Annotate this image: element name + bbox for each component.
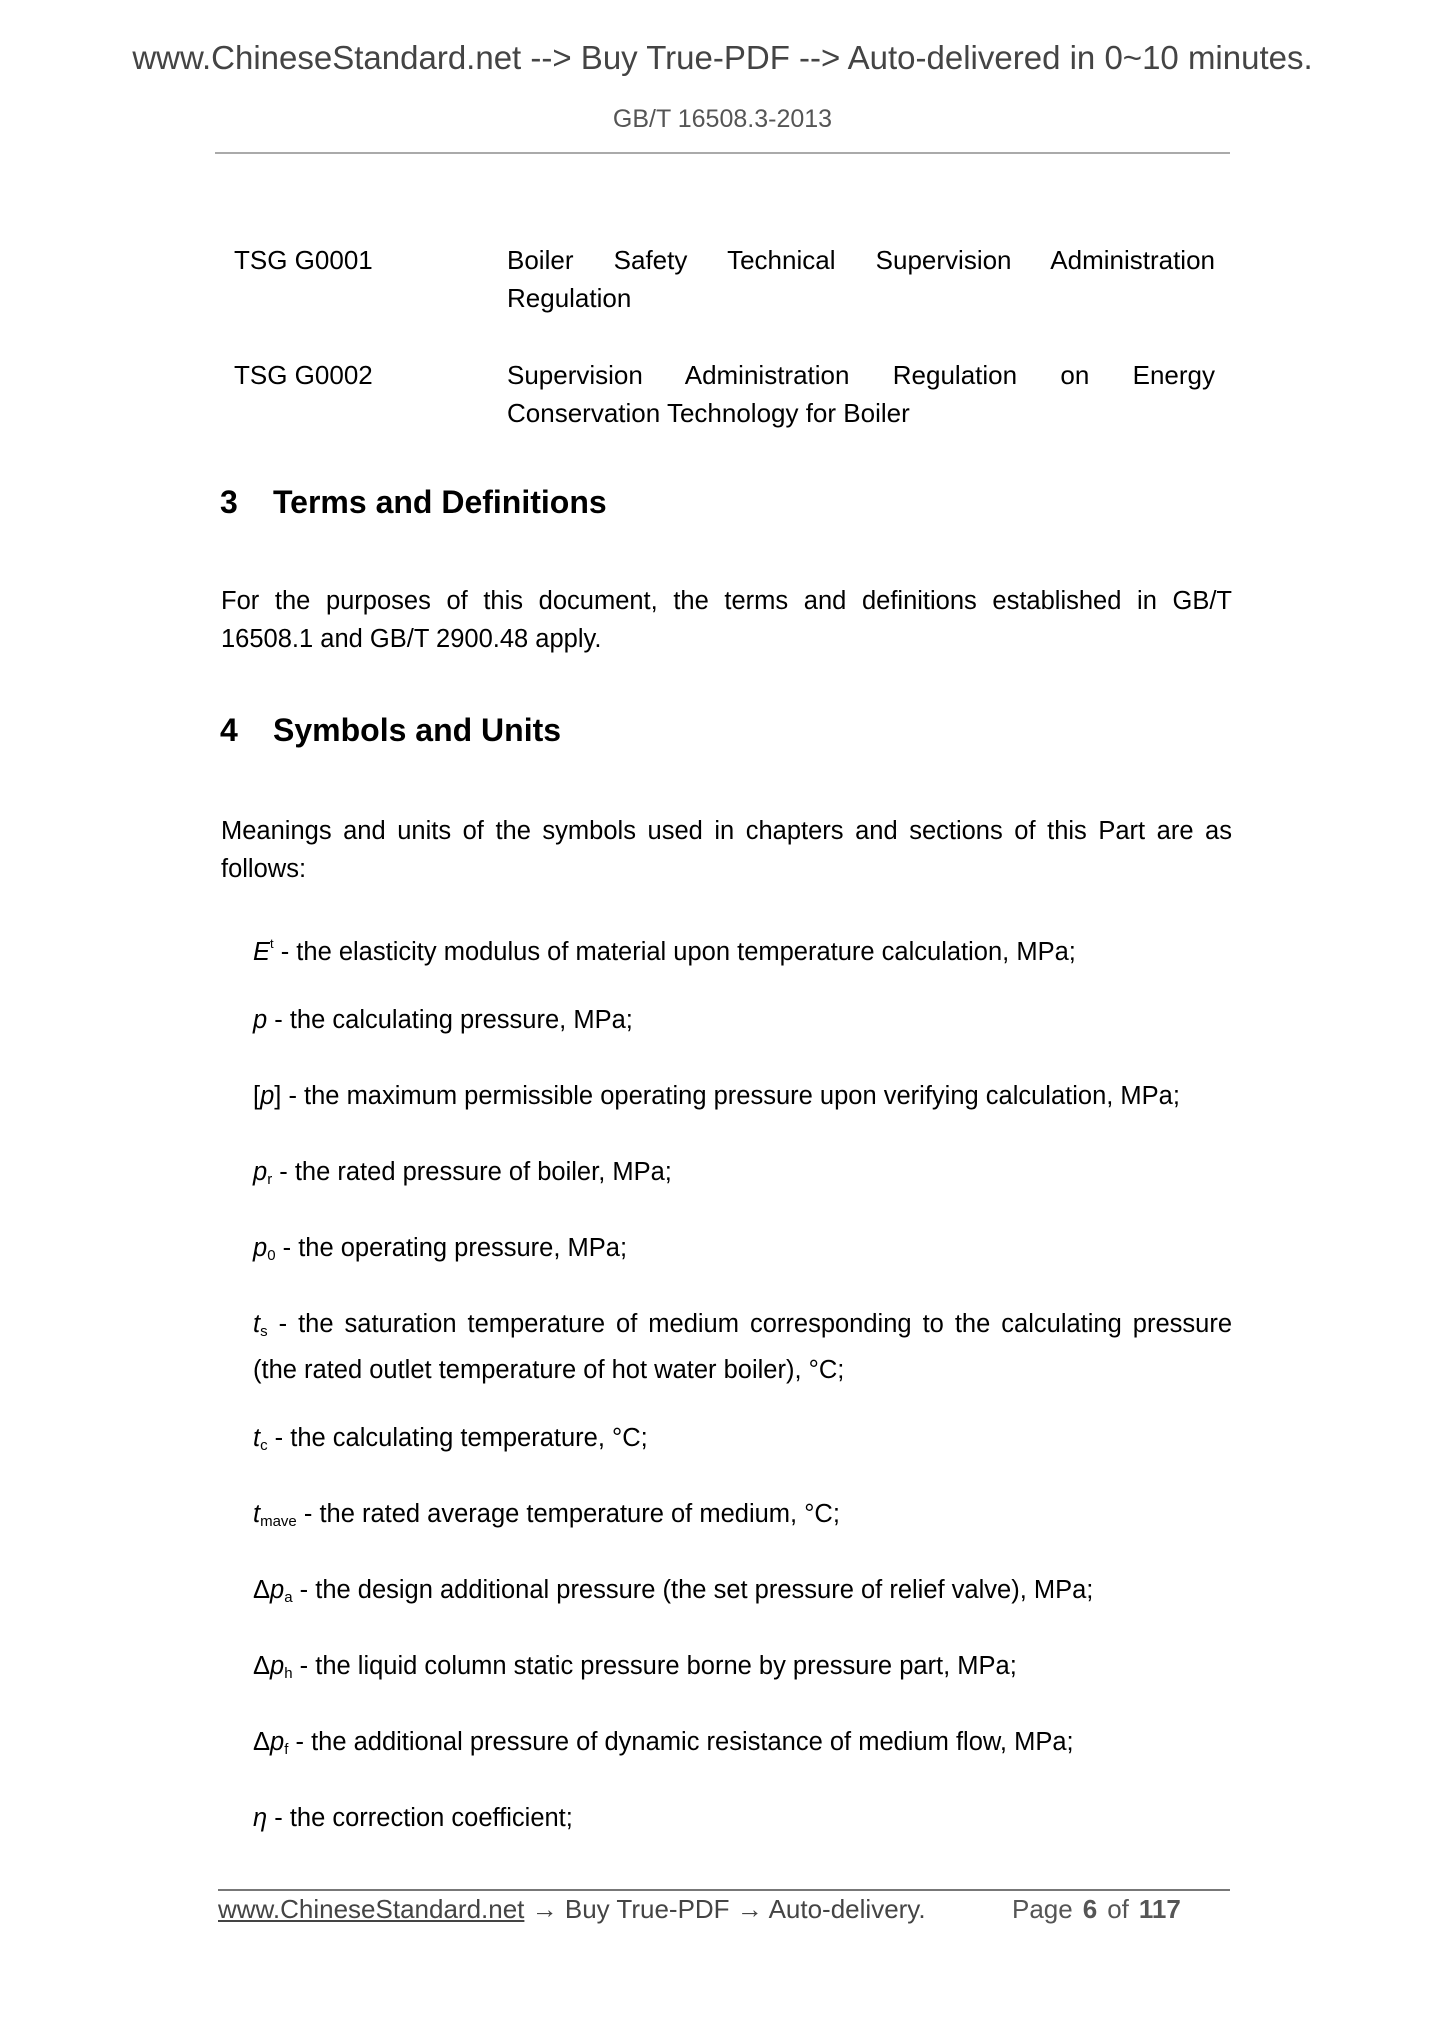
reference-code: TSG G0001 [234,245,373,275]
footer-promo [218,1893,926,1925]
paragraph-line: follows: [221,855,307,883]
symbol: p [270,1728,285,1756]
section-title: Terms and Definitions [273,484,607,520]
symbol-item: $t_{mave}$ - the rated average temperature of medium, °C; [253,1500,840,1530]
symbol: p [270,1576,285,1604]
symbol-item [253,1001,633,1039]
symbol-item: $t_c$ - the calculating temperature, °C; [253,1424,648,1454]
symbol: p [270,1652,285,1680]
section-3-paragraph [221,582,1232,658]
top-banner: www.ChineseStandard.net --> Buy True-PDF --> Auto-delivered in 0~10 minutes. [132,39,1313,76]
reference-title-line: Conservation Technology for Boiler [507,398,910,428]
symbol-description: - the operating pressure, MPa; [275,1234,628,1262]
symbol: t [253,1424,261,1452]
section-4-paragraph [221,812,1232,888]
paragraph-line: For the purposes of this document, the terms and definitions established in GB/T [221,587,1232,615]
reference-code: TSG G0002 [234,360,373,390]
page-label: Page [1012,1894,1073,1924]
symbol: t [253,1310,261,1338]
section-number: 3 [220,484,238,520]
symbol-item: $\Delta p_h$ - the liquid column static pressure borne by pressure part, MPa; [253,1652,1017,1682]
symbol-description: - the maximum permissible operating pressure upon verifying calculation, MPa; [281,1082,1180,1110]
page-indicator [1012,1893,1181,1925]
symbol-description: - the elasticity modulus of material upon temperature calculation, MPa; [273,938,1076,966]
symbol-description: - the design additional pressure (the set pressure of relief valve), MPa; [292,1576,1094,1604]
symbol-item [253,1799,573,1837]
symbol-description: - the liquid column static pressure borne by pressure part, MPa; [292,1652,1017,1680]
section-heading-4 [220,710,561,750]
document-code: GB/T 16508.3-2013 [612,105,833,133]
footer-promo-text: → Buy True-PDF → Auto-delivery. [524,1894,926,1924]
reference-title-line: Regulation [507,283,632,313]
symbol-description: - the calculating temperature, °C; [267,1424,648,1452]
paragraph-line: Meanings and units of the symbols used in chapters and sections of this Part are as [221,817,1232,845]
total-pages: 117 [1138,1894,1181,1924]
footer-divider [218,1889,1230,1891]
symbol: E [253,938,271,966]
reference-title-line: Supervision Administration Regulation on Energy [507,360,1215,390]
section-number: 4 [220,712,238,748]
symbol-item: $\Delta p_a$ - the design additional pressure (the set pressure of relief valve), MPa; [253,1576,1094,1606]
reference-title [507,241,1215,317]
symbol: p [253,1158,268,1186]
footer-site-link[interactable]: www.ChineseStandard.net [218,1894,525,1924]
symbol-item: $\Delta p_f$ - the additional pressure of dynamic resistance of medium flow, MPa; [253,1728,1074,1758]
reference-title-line: Boiler Safety Technical Supervision Administration [507,245,1215,275]
symbol-description: - the rated average temperature of medium, °C; [296,1500,840,1528]
header-divider [215,152,1230,154]
symbol: t [253,1500,261,1528]
current-page: 6 [1082,1894,1098,1924]
of-label: of [1107,1894,1129,1924]
reference-title [507,356,1215,432]
symbol-description: - the correction coefficient; [267,1804,573,1832]
section-title: Symbols and Units [273,712,562,748]
symbol: p [260,1082,275,1110]
symbol-description: - the rated pressure of boiler, MPa; [272,1158,672,1186]
symbol-item: $p_0$ - the operating pressure, MPa; [253,1234,628,1264]
symbol-item: $p_r$ - the rated pressure of boiler, MPa; [253,1158,672,1188]
symbol: p [253,1006,268,1034]
symbol-item: [p] - the maximum permissible operating pressure upon verifying calculation, MPa; [253,1082,1180,1110]
symbol-item: $t_s$ - the saturation temperature of medium corresponding to the calculating pressure (the rated outlet temperature of hot water boiler), °C; [253,1305,1232,1389]
section-heading-3 [220,482,607,522]
symbol-item: $E^t$ - the elasticity modulus of material upon temperature calculation, MPa; [253,936,1076,966]
symbol-description: - the saturation temperature of medium corresponding to the calculating pressure [267,1310,1232,1338]
symbol-description: - the calculating pressure, MPa; [267,1006,633,1034]
symbol: η [253,1804,268,1832]
symbol-description: (the rated outlet temperature of hot water boiler), °C; [253,1356,845,1384]
symbol-description: - the additional pressure of dynamic resistance of medium flow, MPa; [288,1728,1074,1756]
symbol: p [253,1234,268,1262]
paragraph-line: 16508.1 and GB/T 2900.48 apply. [221,625,602,653]
